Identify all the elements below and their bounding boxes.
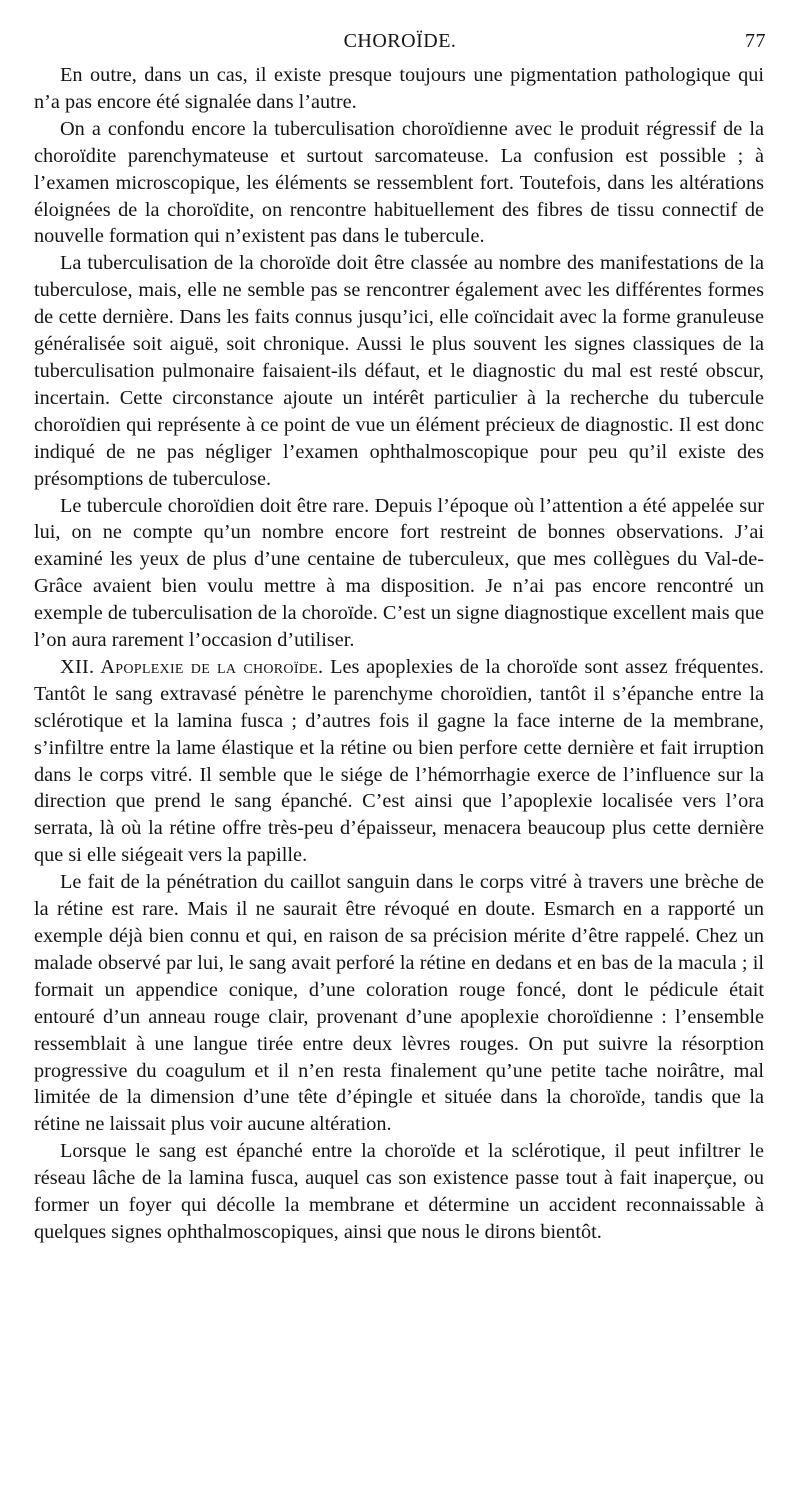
paragraph-text: Les apoplexies de la choroïde sont assez fréquentes. Tantôt le sang extravasé pénètre le parenchyme choroïdien, tantôt il s’épanche entre la sclérotique et la lamina fusca ; d’autres fois il gagne la face interne de la membrane, s’infiltre entre la lame élastique et la rétine ou bien perfore cette dernière et fait irruption dans le corps vitré. Il semble que le siége de l’hémorrhagie exerce de l’influence sur la direction que prend le sang épanché. C’est ainsi que l’apoplexie localisée vers l’ora serrata, là où la rétine offre très-peu d’épaisseur, menacera beaucoup plus cette dernière que si elle siégeait vers la papille. (34, 655, 764, 867)
paragraph-text: La tuberculisation de la choroïde doit être classée au nombre des manifestations de la tuberculose, mais, elle ne semble pas se rencontrer également avec les différentes formes de cette dernière. Dans les faits connus jusqu’ici, elle coïncidait avec la forme granuleuse généralisée soit aiguë, soit chronique. Aussi le plus souvent les signes classiques de la tuberculisation pulmonaire faisaient-ils défaut, et le diagnostic du mal est resté obscur, incertain. Cette circonstance ajoute un intérêt particulier à la recherche du tubercule choroïdien qui représente à ce point de vue un élément précieux de diagnostic. Il est donc indiqué de ne pas négliger l’examen ophthalmoscopique pour peu qu’il existe des présomptions de tuberculose. (34, 252, 764, 490)
running-header (34, 30, 766, 60)
paragraph-5 (34, 654, 764, 869)
paragraph-1 (34, 62, 764, 116)
paragraph-7 (34, 1138, 764, 1246)
paragraph-2 (34, 116, 764, 251)
page-title: CHOROÏDE. (343, 30, 457, 52)
page-number: 77 (745, 30, 766, 52)
paragraph-6 (34, 869, 764, 1138)
paragraph-4 (34, 493, 764, 654)
paragraph-text: En outre, dans un cas, il existe presque toujours une pigmentation pathologique qui n’a pas encore été signalée dans l’autre. (34, 64, 764, 113)
paragraph-text: On a confondu encore la tuberculisation choroïdienne avec le produit régressif de la choroïdite parenchymateuse et surtout sarcomateuse. La confusion est possible ; à l’examen microscopique, les éléments se ressemblent fort. Toutefois, dans les altérations éloignées de la choroïdite, on rencontre habituellement des fibres de tissu connectif de nouvelle formation qui n’existent pas dans le tubercule. (34, 117, 764, 248)
paragraph-text: Lorsque le sang est épanché entre la choroïde et la sclérotique, il peut infiltrer le réseau lâche de la lamina fusca, auquel cas son existence passe tout à fait inaperçue, ou former un foyer qui décolle la membrane et détermine un accident reconnaissable à quelques signes ophthalmoscopiques, ainsi que nous le dirons bientôt. (34, 1140, 764, 1243)
body-text (34, 62, 764, 1246)
paragraph-text: Le fait de la pénétration du caillot sanguin dans le corps vitré à travers une brèche de la rétine est rare. Mais il ne saurait être révoqué en doute. Esmarch en a rapporté un exemple déjà bien connu et qui, en raison de sa précision mérite d’être rappelé. Chez un malade observé par lui, le sang avait perforé la rétine en dedans et en bas de la macula ; il formait un appendice conique, d’une coloration rouge foncé, dont le pédicule était entouré d’un anneau rouge clair, provenant d’une apoplexie choroïdienne : l’ensemble ressemblait à une langue tirée entre deux lèvres rouges. On put suivre la résorption progressive du coagulum et il n’en resta finalement qu’une petite tache noirâtre, mal limitée de la dimension d’une tête d’épingle et située dans la choroïde, tandis que la rétine ne laissait plus voir aucune altération. (34, 871, 764, 1136)
section-heading: XII. Apoplexie de la choroïde. (60, 655, 324, 678)
paragraph-3 (34, 250, 764, 492)
paragraph-text: Le tubercule choroïdien doit être rare. Depuis l’époque où l’attention a été appelée sur lui, on ne compte qu’un nombre encore fort restreint de bonnes observations. J’ai examiné les yeux de plus d’une centaine de tuberculeux, que mes collègues du Val-de-Grâce avaient bien voulu mettre à ma disposition. Je n’ai pas encore rencontré un exemple de tuberculisation de la choroïde. C’est un signe diagnostique excellent mais que l’on aura rarement l’occasion d’utiliser. (34, 494, 764, 652)
